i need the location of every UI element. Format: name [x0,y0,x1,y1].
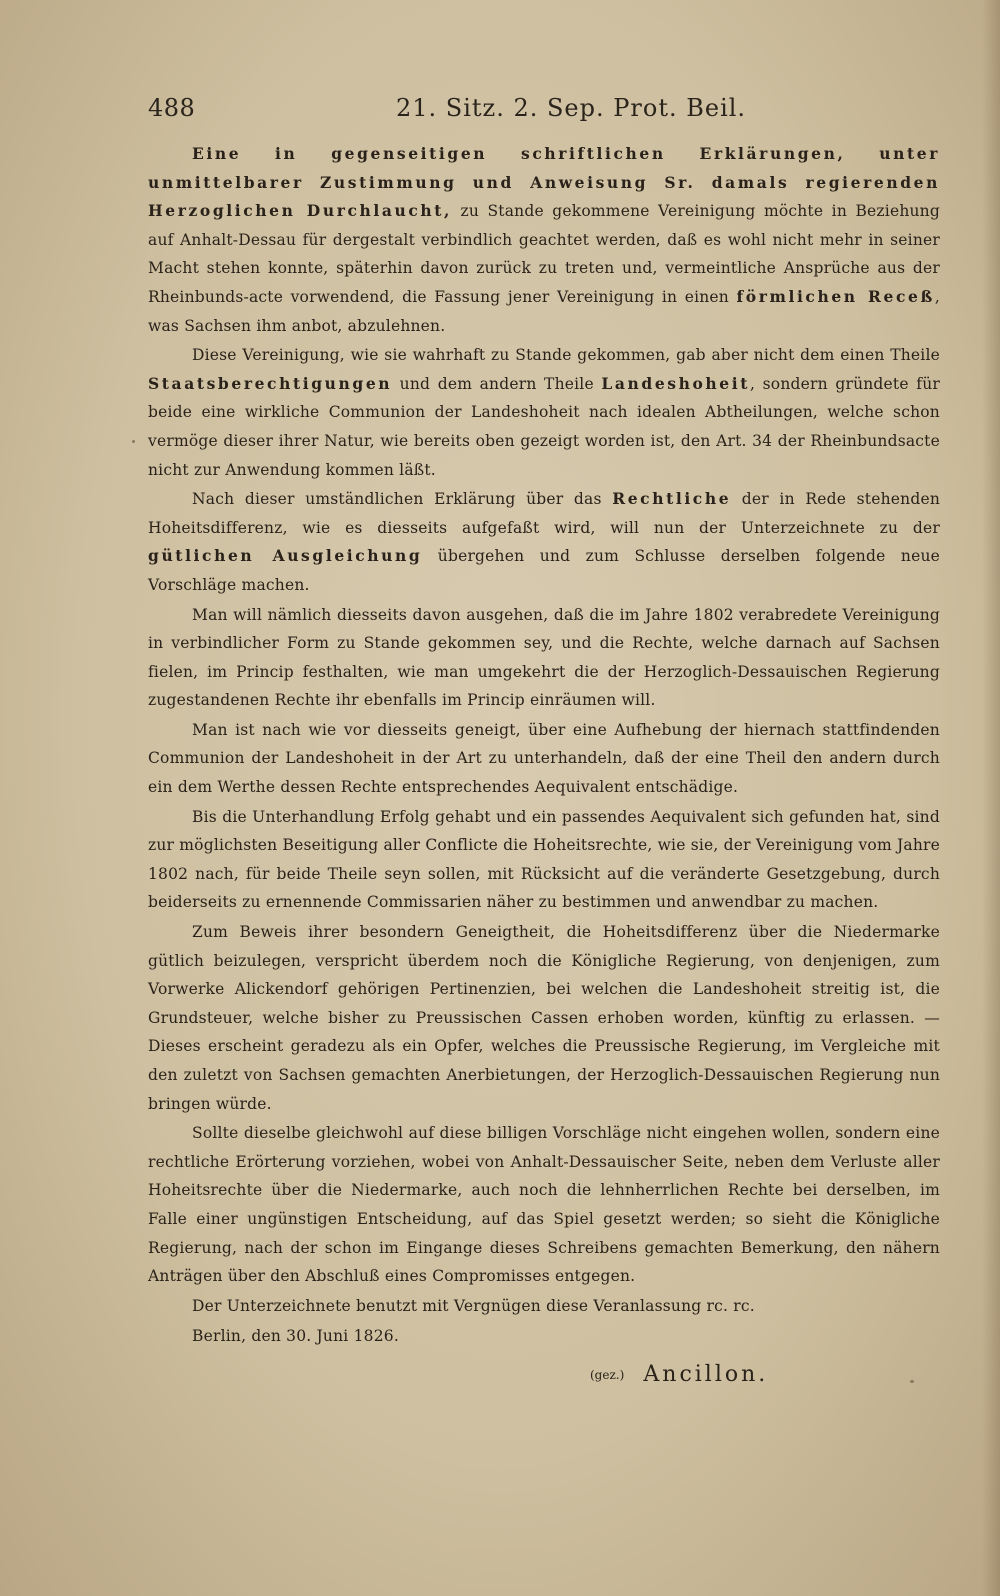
emphasized-text: Landeshoheit [601,373,750,393]
emphasized-text: förmlichen Receß [736,286,935,306]
paragraph-text: Bis die Unterhandlung Erfolg gehabt und ein passendes Aequivalent sich gefunden hat, sind zur möglichsten Beseitigung aller Conflicte die Hoheitsrechte, wie sie, der Vereinigung vom Jahre 1802 nach, für beide Theile seyn sollen, mit Rücksicht auf die veränderte Gesetzgebung, durch beiderseits zu ernennende Commissarien näher zu bestimmen und anwendbar zu machen. [148,807,940,912]
emphasized-text: gegenseitigen schriftlichen Erklärungen, unter unmittelbarer Zustimmung und Anweisung Sr. damals regierenden Herzoglichen Durchlaucht, [148,144,940,221]
paragraph-text: Man ist nach wie vor diesseits geneigt, über eine Aufhebung der hiernach stattfindenden Communion der Landeshoheit in der Art zu unterhandeln, daß der eine Theil den andern durch ein dem Werthe dessen Rechte entsprechendes Aequivalent entschädige. [148,720,940,797]
closing-block [148,1292,940,1351]
signature [590,1362,768,1387]
paragraph-list [148,140,940,1291]
paragraph-text: der in Rede stehenden Hoheitsdifferenz, wie es diesseits aufgefaßt wird, will nun der Unterzeichnete zu der [148,490,941,537]
paragraph [148,485,940,599]
paragraph-text: und dem andern Theile [392,374,602,393]
date-line: Berlin, den 30. Juni 1826. [192,1327,399,1346]
emphasized-text: Rechtliche [612,489,732,509]
paragraph-text: , sondern gründete für beide eine wirkliche Communion der Landeshoheit nach idealen Abtheilungen, welche schon vermöge dieser ihrer Natur, wie bereits oben gezeigt worden ist, den Art. 34 der Rheinbundsacte nicht zur Anwendung kommen läßt. [148,374,940,479]
paragraph [148,341,940,484]
paragraph [148,1119,940,1291]
paragraph [148,140,940,340]
page-number: 488 [148,94,196,122]
signature-name: Ancillon. [643,1362,769,1387]
paragraph [148,716,940,802]
running-head: 21. Sitz. 2. Sep. Prot. Beil. [396,94,747,122]
paragraph-text: Nach dieser umständlichen Erklärung über das [192,490,613,509]
emphasized-text: gütlichen Ausgleichung [148,546,423,566]
paragraph-text: übergehen und zum Schlusse derselben folgende neue Vorschläge machen. [148,547,941,594]
paragraph-text: Man will nämlich diesseits davon ausgehen, daß die im Jahre 1802 verabredete Vereinigung in verbindlicher Form zu Stande gekommen sey, und die Rechte, welche darnach auf Sachsen fielen, im Princip festhalten, wie man umgekehrt die der Herzoglich-Dessauischen Regierung zugestandenen Rechte ihr ebenfalls im Princip einräumen will. [148,605,940,710]
paper-speck [910,1380,914,1383]
emphasized-text: Staatsberechtigungen [148,373,393,393]
page-header [148,94,923,130]
paragraph-text: zu Stande gekommene Vereinigung möchte in Beziehung auf Anhalt-Dessau für dergestalt verbindlich geachtet werden, daß es wohl nicht mehr in seiner Macht stehen konnte, späterhin davon zurück zu treten und, vermeintliche Ansprüche aus der Rheinbunds-acte vorwendend, die Fassung jener Vereinigung in einen [148,202,940,306]
paragraph-text: Sollte dieselbe gleichwohl auf diese billigen Vorschläge nicht eingehen wollen, sondern eine rechtliche Erörterung vorziehen, wobei von Anhalt-Dessauischer Seite, neben dem Verluste aller Hoheitsrechte über die Niedermarke, auch noch die lehnherrlichen Rechte bei derselben, im Falle einer ungünstigen Entscheidung, auf das Spiel gesetzt werden; so sieht die Königliche Regierung, nach der schon im Eingange dieses Schreibens gemachten Bemerkung, den nähern Anträgen über den Abschluß eines Compromisses entgegen. [148,1124,940,1286]
paragraph-text: Zum Beweis ihrer besondern Geneigtheit, die Hoheitsdifferenz über die Niedermarke gütlich beizulegen, verspricht überdem noch die Königliche Regierung, von denjenigen, zum Vorwerke Alickendorf gehörigen Pertinenzien, bei welchen die Landeshoheit streitig ist, die Grundsteuer, welche bisher zu Preussischen Cassen erhoben worden, künftig zu erlassen. — Dieses erscheint geradezu als ein Opfer, welches die Preussische Regierung, im Vergleiche mit den zuletzt von Sachsen gemachten Anerbietungen, der Herzoglich-Dessauischen Regierung nun bringen würde. [148,923,940,1113]
paragraph-text: , was Sachsen ihm anbot, abzulehnen. [148,287,940,335]
paragraph-text: Diese Vereinigung, wie sie wahrhaft zu Stande gekommen, gab aber nicht dem einen Theile [192,346,940,365]
paragraph [148,803,940,917]
closing-line: Der Unterzeichnete benutzt mit Vergnügen diese Veranlassung rc. rc. [192,1296,755,1315]
page-edge-shadow [982,0,1000,1596]
paper-speck [132,440,135,443]
paragraph [148,601,940,715]
paragraph [148,918,940,1118]
body-text [148,140,940,1351]
signature-prefix: (gez.) [590,1368,625,1382]
emphasized-text: Eine in [192,144,332,163]
